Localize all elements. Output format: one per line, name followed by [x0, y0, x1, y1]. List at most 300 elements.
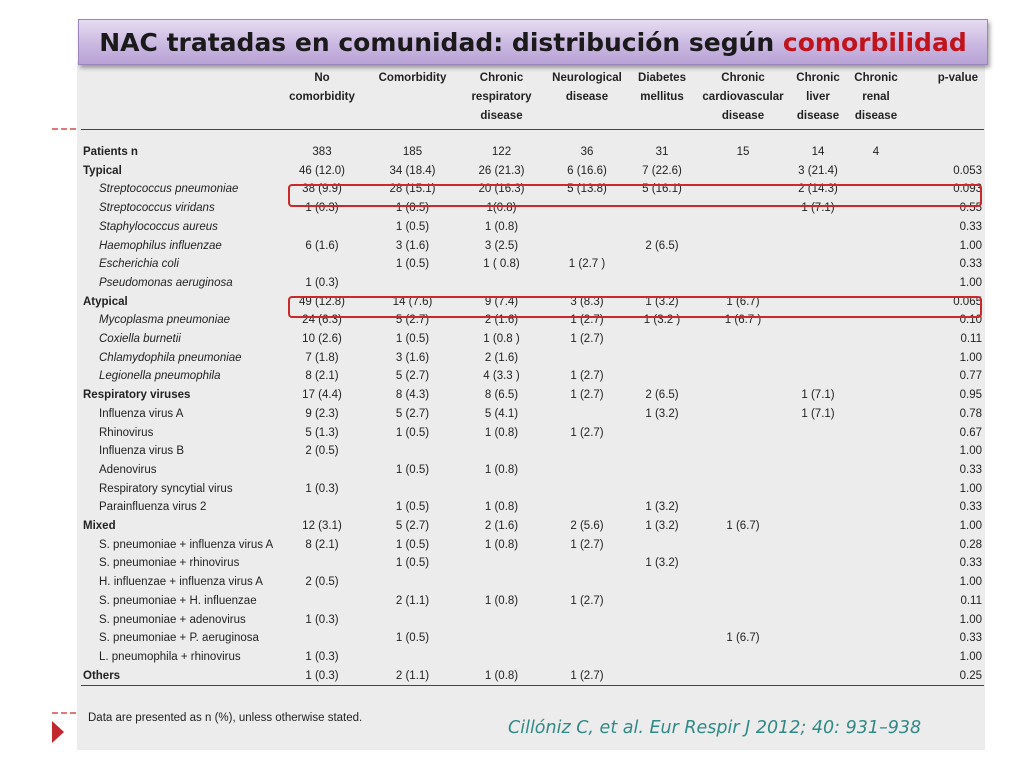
row-label: Streptococcus pneumoniae	[99, 183, 239, 196]
decorative-dash-top	[52, 128, 76, 130]
data-cell: 1 (6.7 )	[724, 314, 762, 327]
data-cell	[697, 386, 789, 405]
row-label: L. pneumophila + rhinovirus	[99, 650, 241, 663]
data-cell	[789, 367, 847, 386]
data-cell	[789, 424, 847, 443]
p-value-cell: 1.00	[959, 576, 982, 589]
data-cell	[847, 255, 905, 274]
table-row	[81, 536, 984, 555]
data-cell: 1 (2.7)	[570, 426, 604, 439]
data-cell: 1 (2.7)	[570, 370, 604, 383]
data-cell	[547, 629, 627, 648]
data-cell	[847, 367, 905, 386]
table-row	[81, 517, 984, 536]
table-row	[81, 330, 984, 349]
p-value-cell: 0.78	[959, 407, 982, 420]
data-cell: 14 (7.6)	[392, 295, 433, 308]
data-cell	[627, 611, 697, 630]
column-header-line	[369, 88, 456, 107]
data-cell	[847, 536, 905, 555]
table-row	[81, 629, 984, 648]
data-cell: 1 (3.2)	[645, 501, 679, 514]
data-cell: 1 (0.5)	[395, 426, 430, 439]
column-header-line: disease	[721, 110, 765, 122]
data-cell	[275, 592, 369, 611]
data-cell	[789, 536, 847, 555]
data-cell	[547, 349, 627, 368]
table-row	[81, 367, 984, 386]
data-cell: 1 (6.7)	[726, 520, 760, 533]
data-cell: 7 (22.6)	[642, 164, 682, 177]
data-cell	[547, 237, 627, 256]
column-header-line: mellitus	[640, 91, 684, 103]
row-label: Legionella pneumophila	[99, 370, 221, 383]
column-header-line: liver	[806, 91, 830, 103]
table-body	[81, 129, 984, 686]
data-cell: 46 (12.0)	[298, 164, 346, 177]
column-header-line: disease	[796, 110, 840, 122]
data-cell: 36	[580, 146, 594, 158]
data-cell: 1 (0.8)	[484, 501, 519, 514]
table-row	[81, 573, 984, 592]
data-cell: 3 (21.4)	[798, 164, 838, 177]
data-cell	[697, 648, 789, 667]
p-value-cell: 0.33	[959, 220, 982, 233]
data-cell: 14	[811, 146, 825, 158]
table-footnote: Data are presented as n (%), unless otherwise stated.	[88, 712, 363, 724]
column-header-line: Chronic	[721, 72, 765, 84]
data-cell	[789, 480, 847, 499]
data-cell	[697, 461, 789, 480]
data-cell	[275, 218, 369, 237]
data-cell: 3 (1.6)	[395, 351, 430, 364]
row-label: Escherichia coli	[99, 258, 179, 271]
data-cell: 1 (2.7)	[570, 538, 604, 551]
data-cell: 2 (0.5)	[305, 445, 339, 458]
data-cell	[456, 554, 547, 573]
data-cell: 1 (0.5)	[395, 557, 430, 570]
table-row	[81, 498, 984, 517]
data-cell	[627, 592, 697, 611]
p-value-cell: 1.00	[959, 613, 982, 626]
column-header-line: Chronic	[479, 72, 524, 84]
data-cell: 5 (2.7)	[395, 314, 430, 327]
column-header-6	[697, 67, 789, 129]
data-cell: 5 (2.7)	[395, 370, 430, 383]
data-cell	[547, 218, 627, 237]
data-cell: 1 (0.5)	[395, 258, 430, 271]
slide-title-box	[78, 19, 988, 65]
p-value-cell: 0.33	[959, 463, 982, 476]
row-label: Coxiella burnetii	[99, 333, 181, 346]
data-cell	[627, 255, 697, 274]
data-cell	[789, 648, 847, 667]
data-cell: 4	[872, 146, 880, 158]
data-cell	[789, 592, 847, 611]
data-cell	[547, 274, 627, 293]
data-cell: 34 (18.4)	[389, 164, 436, 177]
data-cell: 2 (1.6)	[484, 351, 519, 364]
table-row	[81, 274, 984, 293]
data-cell	[789, 218, 847, 237]
table-row	[81, 648, 984, 667]
data-cell: 1 (3.2)	[645, 520, 679, 533]
data-cell: 12 (3.1)	[302, 520, 342, 533]
data-cell: 3 (1.6)	[395, 239, 430, 252]
data-cell	[847, 592, 905, 611]
data-cell	[456, 573, 547, 592]
data-cell	[697, 367, 789, 386]
column-header-line	[81, 107, 275, 126]
data-cell	[627, 442, 697, 461]
data-cell	[456, 480, 547, 499]
data-cell	[547, 480, 627, 499]
data-cell	[847, 424, 905, 443]
row-label: Respiratory viruses	[83, 389, 191, 402]
data-cell: 1 (0.8)	[484, 220, 519, 233]
row-label: Rhinovirus	[99, 426, 154, 439]
data-cell	[697, 274, 789, 293]
table-spacer-row	[81, 129, 984, 143]
data-cell: 1 (3.2)	[645, 295, 679, 308]
row-label: Influenza virus A	[99, 407, 184, 420]
data-cell	[275, 255, 369, 274]
row-label: Atypical	[83, 295, 128, 308]
data-cell: 2 (14.3)	[798, 183, 838, 196]
data-cell	[847, 274, 905, 293]
p-value-cell: 0.33	[959, 501, 982, 514]
data-cell	[369, 442, 456, 461]
data-cell	[847, 480, 905, 499]
p-value-cell: 1.00	[959, 650, 982, 663]
table-row	[81, 667, 984, 686]
data-cell: 1 (0.5)	[395, 501, 430, 514]
data-cell	[697, 330, 789, 349]
p-value-cell: 0.33	[959, 258, 982, 271]
column-header-4	[547, 67, 627, 129]
column-header-line: respiratory	[471, 91, 532, 103]
column-header-line	[81, 69, 275, 88]
data-cell	[275, 498, 369, 517]
data-cell	[697, 237, 789, 256]
data-cell	[697, 480, 789, 499]
data-cell	[847, 162, 905, 181]
column-header-line: disease	[854, 110, 898, 122]
row-label: S. pneumoniae + H. influenzae	[99, 594, 257, 607]
p-value-cell: 0.11	[960, 333, 982, 346]
data-cell	[789, 498, 847, 517]
data-cell: 1 (0.5)	[395, 463, 430, 476]
data-cell	[547, 461, 627, 480]
table-row	[81, 424, 984, 443]
data-cell	[789, 442, 847, 461]
data-cell: 1 (7.1)	[801, 389, 835, 402]
data-cell: 1(0.8)	[486, 202, 517, 215]
row-label: S. pneumoniae + adenovirus	[99, 613, 246, 626]
data-cell	[697, 554, 789, 573]
data-cell: 1 (0.3)	[305, 650, 339, 663]
data-cell	[789, 255, 847, 274]
data-cell	[697, 573, 789, 592]
data-cell	[456, 629, 547, 648]
data-cell: 7 (1.8)	[305, 351, 339, 364]
data-cell: 5 (16.1)	[642, 183, 682, 196]
data-cell	[847, 648, 905, 667]
highlight-box-atypical	[288, 296, 982, 318]
data-cell	[697, 536, 789, 555]
p-value-cell: 0.67	[959, 426, 982, 439]
data-cell: 383	[312, 146, 332, 158]
data-cell	[697, 349, 789, 368]
p-value-cell: 1.00	[959, 239, 982, 252]
data-cell	[697, 424, 789, 443]
data-cell: 6 (16.6)	[567, 164, 607, 177]
row-label: Influenza virus B	[99, 445, 185, 458]
table-row	[81, 386, 984, 405]
data-cell: 1 (6.7)	[726, 295, 760, 308]
column-header-2	[369, 67, 456, 129]
data-cell	[789, 554, 847, 573]
p-value-cell: 1.00	[959, 351, 982, 364]
data-cell	[369, 648, 456, 667]
data-cell	[456, 648, 547, 667]
data-cell: 1 (2.7)	[570, 594, 604, 607]
data-cell: 1 (2.7 )	[568, 258, 606, 271]
column-header-line: renal	[862, 91, 890, 103]
data-cell	[789, 573, 847, 592]
data-cell	[456, 611, 547, 630]
column-header-line: Comorbidity	[378, 72, 447, 84]
data-cell: 1 (6.7)	[726, 632, 760, 645]
data-cell: 8 (2.1)	[305, 538, 339, 551]
row-label: Others	[81, 667, 275, 686]
p-value-cell: 0.11	[960, 594, 982, 607]
p-value-cell: 0.55	[959, 202, 982, 215]
column-header-line	[369, 107, 456, 126]
data-cell	[627, 424, 697, 443]
column-header-line	[547, 107, 627, 126]
data-cell	[369, 480, 456, 499]
data-cell	[627, 648, 697, 667]
data-cell	[789, 517, 847, 536]
column-header-line: No	[314, 72, 330, 84]
data-cell: 3 (8.3)	[570, 295, 604, 308]
data-cell: 49 (12.8)	[298, 295, 346, 308]
p-value-cell: 0.10	[959, 314, 982, 327]
data-cell	[847, 611, 905, 630]
data-cell	[697, 592, 789, 611]
column-header-3	[456, 67, 547, 129]
data-cell: 1 (7.1)	[801, 202, 835, 215]
slide-title-accent: comorbilidad	[782, 27, 967, 57]
data-cell: 1 (0.8)	[484, 538, 519, 551]
data-cell: 8 (6.5)	[484, 389, 519, 402]
data-cell: 122	[491, 146, 512, 158]
data-cell	[697, 442, 789, 461]
data-cell: 1 (0.8)	[456, 667, 547, 686]
data-cell	[847, 237, 905, 256]
data-cell: 1 (0.5)	[395, 632, 430, 645]
data-cell: 5 (13.8)	[567, 183, 607, 196]
data-cell: 3 (2.5)	[484, 239, 519, 252]
slide-title-main: NAC tratadas en comunidad: distribución según	[99, 27, 783, 57]
data-cell: 1 (3.2)	[645, 557, 679, 570]
data-cell: 1 (2.7)	[570, 314, 604, 327]
p-value-cell: 0.093	[953, 183, 982, 196]
p-value-cell: 0.28	[959, 538, 982, 551]
data-cell	[627, 330, 697, 349]
data-cell	[789, 667, 847, 686]
p-value-cell: 1.00	[959, 445, 982, 458]
p-value-cell: 1.00	[959, 482, 982, 495]
table-row	[81, 461, 984, 480]
data-cell: 1 (0.5)	[395, 538, 430, 551]
data-cell: 2 (0.5)	[305, 576, 339, 589]
data-cell: 2 (1.6)	[484, 520, 519, 533]
column-header-5	[627, 67, 697, 129]
data-cell	[789, 629, 847, 648]
data-cell	[847, 349, 905, 368]
data-cell: 1 (0.5)	[395, 220, 430, 233]
data-cell: 1 (3.2 )	[643, 314, 681, 327]
row-label: Staphylococcus aureus	[99, 220, 218, 233]
data-cell	[789, 330, 847, 349]
row-label: Pseudomonas aeruginosa	[99, 276, 233, 289]
data-cell	[275, 461, 369, 480]
column-header-line: comorbidity	[289, 91, 355, 103]
p-value-cell: 1.00	[959, 276, 982, 289]
data-cell: 1 (2.7)	[570, 333, 604, 346]
data-cell	[627, 461, 697, 480]
data-cell	[627, 573, 697, 592]
table-row	[81, 405, 984, 424]
data-cell	[847, 218, 905, 237]
column-header-line: Chronic	[854, 72, 898, 84]
data-cell: 9 (7.4)	[484, 295, 519, 308]
data-cell	[847, 498, 905, 517]
data-cell: 5 (1.3)	[305, 426, 339, 439]
table-row	[81, 143, 984, 162]
data-cell	[275, 629, 369, 648]
data-cell: 2 (6.5)	[645, 389, 679, 402]
column-header-7	[789, 67, 847, 129]
data-cell	[697, 255, 789, 274]
table-row	[81, 611, 984, 630]
highlight-box-s-pneumoniae	[288, 184, 982, 207]
row-label: Respiratory syncytial virus	[99, 482, 233, 495]
row-label: Mixed	[83, 520, 116, 533]
data-cell	[547, 405, 627, 424]
data-cell: 1 (0.3)	[305, 202, 339, 215]
data-cell	[847, 573, 905, 592]
data-cell: 31	[655, 146, 669, 158]
row-label: Patients n	[83, 146, 138, 158]
data-cell	[275, 554, 369, 573]
column-header-line: Diabetes	[638, 72, 686, 84]
p-value-cell: 0.065	[953, 295, 982, 308]
column-header-line: cardiovascular	[702, 91, 784, 103]
data-cell: 1 (2.7)	[547, 667, 627, 686]
data-cell	[697, 498, 789, 517]
data-cell	[847, 442, 905, 461]
slide-arrow-icon	[52, 721, 64, 743]
column-header-line	[905, 107, 978, 126]
column-header-line: disease	[480, 110, 523, 122]
column-header-line: disease	[565, 91, 609, 103]
citation: Cillóniz C, et al. Eur Respir J 2012; 40: 931–938	[508, 718, 922, 738]
data-cell	[847, 517, 905, 536]
row-label: S. pneumoniae + influenza virus A	[99, 538, 274, 551]
data-cell: 1 (0.3)	[305, 613, 339, 626]
data-cell: 5 (2.7)	[395, 407, 430, 420]
data-cell: 1 (0.3)	[305, 276, 339, 289]
data-cell: 28 (15.1)	[389, 183, 436, 196]
data-cell	[697, 162, 789, 181]
data-cell	[369, 611, 456, 630]
table-row	[81, 592, 984, 611]
data-cell	[697, 667, 789, 686]
table-row	[81, 162, 984, 181]
data-cell	[697, 218, 789, 237]
data-cell	[847, 554, 905, 573]
data-cell: 9 (2.3)	[305, 407, 339, 420]
data-cell	[627, 629, 697, 648]
data-cell	[627, 480, 697, 499]
column-header-8	[847, 67, 905, 129]
data-cell	[697, 405, 789, 424]
row-label: S. pneumoniae + rhinovirus	[99, 557, 240, 570]
table-row	[81, 349, 984, 368]
column-header-line: p-value	[937, 72, 978, 84]
row-label: Haemophilus influenzae	[99, 239, 222, 252]
data-cell	[627, 536, 697, 555]
table-header-row	[81, 67, 984, 129]
table-row	[81, 480, 984, 499]
data-cell	[627, 218, 697, 237]
data-cell	[847, 330, 905, 349]
data-cell	[847, 667, 905, 686]
decorative-dash-bottom	[52, 712, 76, 714]
p-value-cell: 0.33	[959, 632, 982, 645]
row-label: S. pneumoniae + P. aeruginosa	[99, 632, 259, 645]
data-cell: 1 (0.8)	[484, 426, 519, 439]
table-row	[81, 554, 984, 573]
data-cell: 8 (2.1)	[305, 370, 339, 383]
column-header-1	[275, 67, 369, 129]
data-cell: 5 (2.7)	[395, 520, 430, 533]
data-cell	[547, 611, 627, 630]
p-value-cell: 0.33	[959, 557, 982, 570]
data-cell	[847, 405, 905, 424]
data-cell	[547, 498, 627, 517]
p-value-cell: 0.053	[953, 164, 982, 177]
p-value-cell	[905, 143, 984, 162]
data-cell: 26 (21.3)	[478, 164, 525, 177]
data-cell	[456, 274, 547, 293]
data-cell: 2 (1.1)	[395, 594, 430, 607]
data-cell: 2 (6.5)	[645, 239, 679, 252]
data-cell	[369, 573, 456, 592]
data-cell: 4 (3.3 )	[483, 370, 520, 383]
data-cell: 1 (0.5)	[395, 202, 430, 215]
row-label: Typical	[83, 164, 122, 177]
column-header-line	[627, 107, 697, 126]
data-cell: 5 (4.1)	[484, 407, 519, 420]
table-row	[81, 218, 984, 237]
data-cell	[627, 367, 697, 386]
slide-title	[99, 28, 966, 57]
data-cell	[627, 349, 697, 368]
